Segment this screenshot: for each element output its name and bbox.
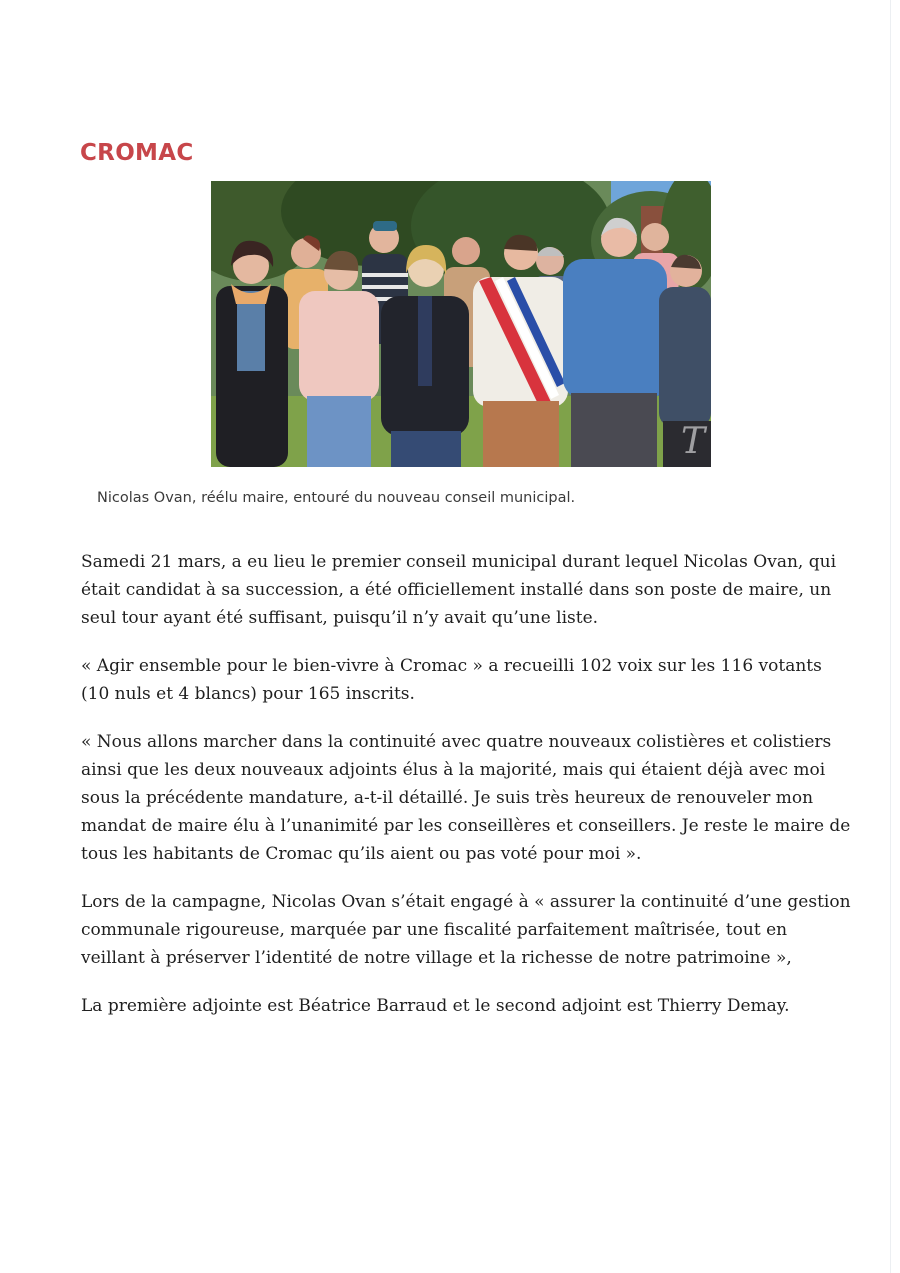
article-title: CROMAC (80, 140, 194, 166)
article-body (81, 548, 851, 1040)
paragraph-5: La première adjointe est Béatrice Barraud et le second adjoint est Thierry Demay. (81, 996, 790, 1016)
paragraph-1: Samedi 21 mars, a eu lieu le premier conseil municipal durant lequel Nicolas Ovan, qui était candidat à sa succession, a été officiellement installé dans son poste de maire, un seul tour ayant été suffisant, puisqu’il n’y avait qu’une liste. (81, 552, 837, 628)
group-photo (211, 181, 711, 467)
paragraph-2: « Agir ensemble pour le bien-vivre à Cromac » a recueilli 102 voix sur les 116 votants (10 nuls et 4 blancs) pour 165 inscrits. (81, 656, 822, 704)
photo-watermark: T (681, 421, 706, 462)
paragraph-4: Lors de la campagne, Nicolas Ovan s’était engagé à « assurer la continuité d’une gestion communale rigoureuse, marquée par une fiscalité parfaitement maîtrisée, tout en veillant à préserver l’identité de notre village et la richesse de notre patrimoine », (81, 892, 851, 968)
photo-caption: Nicolas Ovan, réélu maire, entouré du nouveau conseil municipal. (97, 490, 576, 506)
group-photo-illustration (211, 181, 711, 467)
page-edge (890, 0, 891, 1273)
paragraph-3: « Nous allons marcher dans la continuité avec quatre nouveaux colistières et colistiers ainsi que les deux nouveaux adjoints élus à la majorité, mais qui étaient déjà avec moi sous la précédente mandature, a-t-il détaillé. Je suis très heureux de renouveler mon mandat de maire élu à l’unanimité par les conseillères et conseillers. Je reste le maire de tous les habitants de Cromac qu’ils aient ou pas voté pour moi ». (81, 732, 851, 864)
